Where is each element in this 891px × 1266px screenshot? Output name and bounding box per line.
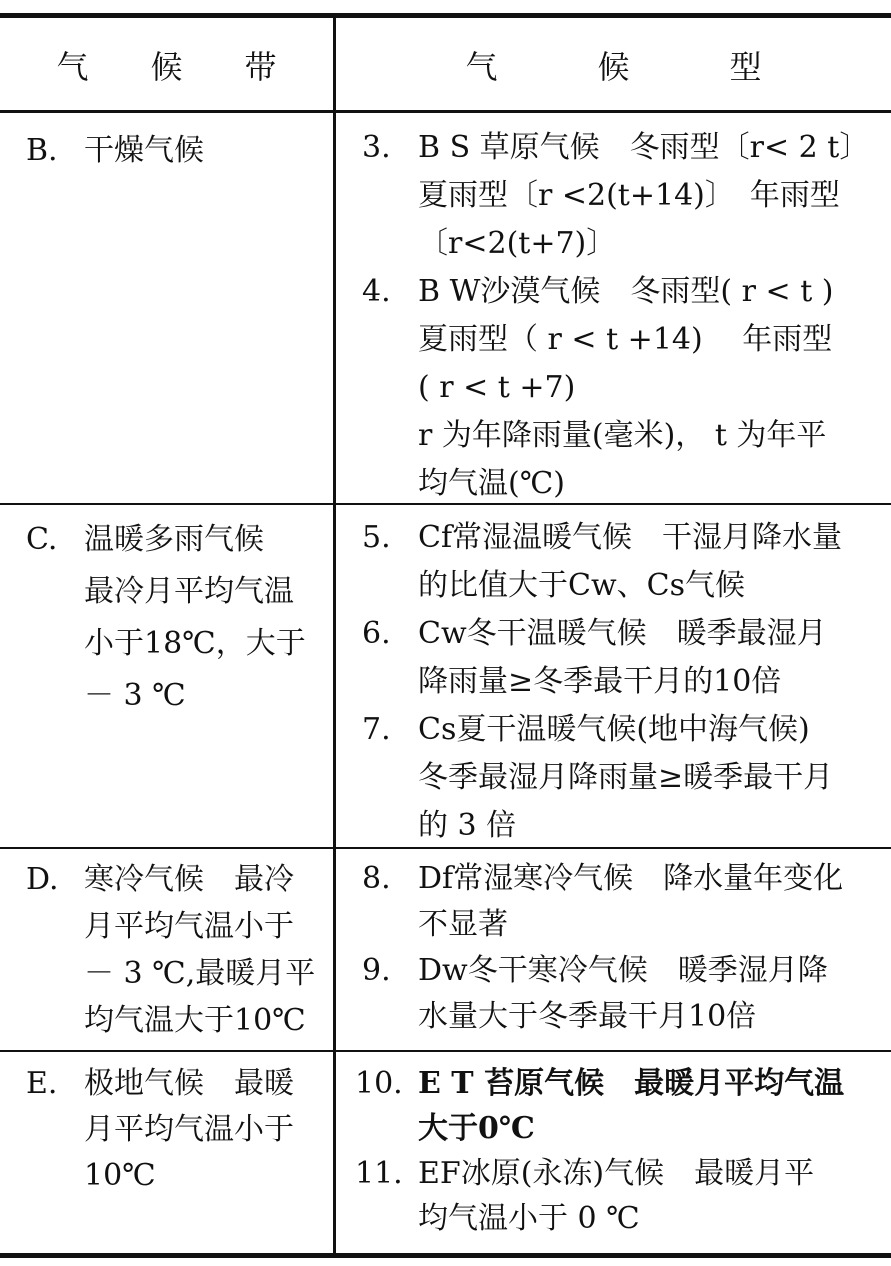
item-line: Cw冬干温暖气候 暖季最湿月 <box>418 616 827 651</box>
zone-letter: D. <box>26 862 59 897</box>
item-line: 均气温小于 0 ℃ <box>418 1201 640 1236</box>
item-line: 的比值大于Cw、Cs气候 <box>418 568 745 603</box>
column-divider <box>333 18 336 1253</box>
zone-text: 极地气候 最暖 <box>84 1066 294 1101</box>
climate-type-item <box>362 268 877 508</box>
item-line: 〔r<2(t+7)〕 <box>418 226 617 261</box>
item-line: Cs夏干温暖气候(地中海气候) <box>418 712 810 747</box>
zone-text: 小于18℃，大于 <box>84 626 306 661</box>
item-line: 夏雨型〔r <2(t+14)〕 年雨型 <box>418 178 840 213</box>
climate-type-item <box>362 610 877 706</box>
climate-type-item <box>362 514 877 610</box>
zone-letter: E. <box>26 1066 58 1101</box>
zone-text: － 3 ℃,最暖月平 <box>84 956 316 991</box>
item-line: EF冰原(永冻)气候 最暖月平 <box>418 1156 815 1191</box>
item-number: 3. <box>362 130 391 165</box>
item-line: Dw冬干寒冷气候 暖季湿月降 <box>418 953 828 988</box>
zone-cell-c <box>26 514 326 722</box>
item-number: 7. <box>362 712 391 747</box>
table-top-rule <box>0 13 891 18</box>
zone-text: 月平均气温小于 <box>84 1112 294 1147</box>
header-char: 候 <box>597 48 630 86</box>
item-line: 不显著 <box>418 907 508 942</box>
zone-text: 月平均气温小于 <box>84 909 294 944</box>
zone-text: 最冷月平均气温 <box>84 574 294 609</box>
item-line: E T 苔原气候 最暖月平均气温 <box>418 1066 845 1101</box>
header-char: 气 <box>465 48 498 86</box>
item-number: 5. <box>362 520 391 555</box>
item-line: B W沙漠气候 冬雨型( r < t ) <box>418 274 834 309</box>
header-char: 带 <box>244 48 277 86</box>
item-line: B S 草原气候 冬雨型〔r< 2 t〕 <box>418 130 870 165</box>
header-char: 气 <box>56 48 89 86</box>
item-line: r 为年降雨量(毫米)， t 为年平 <box>418 418 827 453</box>
climate-type-item <box>355 1151 880 1241</box>
zone-cell-b <box>26 124 326 177</box>
zone-letter: B. <box>26 133 58 168</box>
item-line: ( r < t +7) <box>418 370 576 405</box>
climate-type-item <box>362 856 877 948</box>
zone-cell-e <box>26 1061 326 1199</box>
header-char: 候 <box>150 48 183 86</box>
item-number: 9. <box>362 953 391 988</box>
item-line: 冬季最湿月降雨量≥暖季最干月 <box>418 760 834 795</box>
climate-type-item <box>362 948 877 1040</box>
header-climate-zone <box>0 20 333 110</box>
climate-type-item <box>362 124 877 268</box>
zone-text: 均气温大于10℃ <box>84 1003 306 1038</box>
item-line: 均气温(℃) <box>418 466 565 501</box>
item-line: Cf常湿温暖气候 干湿月降水量 <box>418 520 843 555</box>
header-climate-type <box>336 20 891 110</box>
header-char: 型 <box>729 48 762 86</box>
zone-text: － 3 ℃ <box>84 678 186 713</box>
item-line: 降雨量≥冬季最干月的10倍 <box>418 664 782 699</box>
item-number: 11. <box>355 1156 403 1191</box>
zone-cell-d <box>26 856 326 1044</box>
climate-type-item <box>362 706 877 850</box>
zone-text: 10℃ <box>84 1158 156 1193</box>
types-cell-e <box>355 1061 880 1241</box>
item-line: 夏雨型（ r < t +14) 年雨型 <box>418 322 833 357</box>
item-number: 4. <box>362 274 391 309</box>
row-divider <box>0 1050 891 1052</box>
types-cell-d <box>362 856 877 1040</box>
types-cell-c <box>362 514 877 850</box>
item-line: 的 3 倍 <box>418 808 517 843</box>
item-line: 水量大于冬季最干月10倍 <box>418 999 757 1034</box>
item-line: Df常湿寒冷气候 降水量年变化 <box>418 861 844 896</box>
zone-text: 干燥气候 <box>84 133 204 168</box>
table-bottom-rule <box>0 1253 891 1258</box>
climate-type-item <box>355 1061 880 1151</box>
zone-text: 温暖多雨气候 <box>84 522 264 557</box>
zone-letter: C. <box>26 522 58 557</box>
types-cell-b <box>362 124 877 508</box>
item-number: 10. <box>355 1066 403 1101</box>
item-line: 大于0℃ <box>418 1111 535 1146</box>
item-number: 8. <box>362 861 391 896</box>
header-rule <box>0 110 891 113</box>
zone-text: 寒冷气候 最冷 <box>84 862 294 897</box>
item-number: 6. <box>362 616 391 651</box>
